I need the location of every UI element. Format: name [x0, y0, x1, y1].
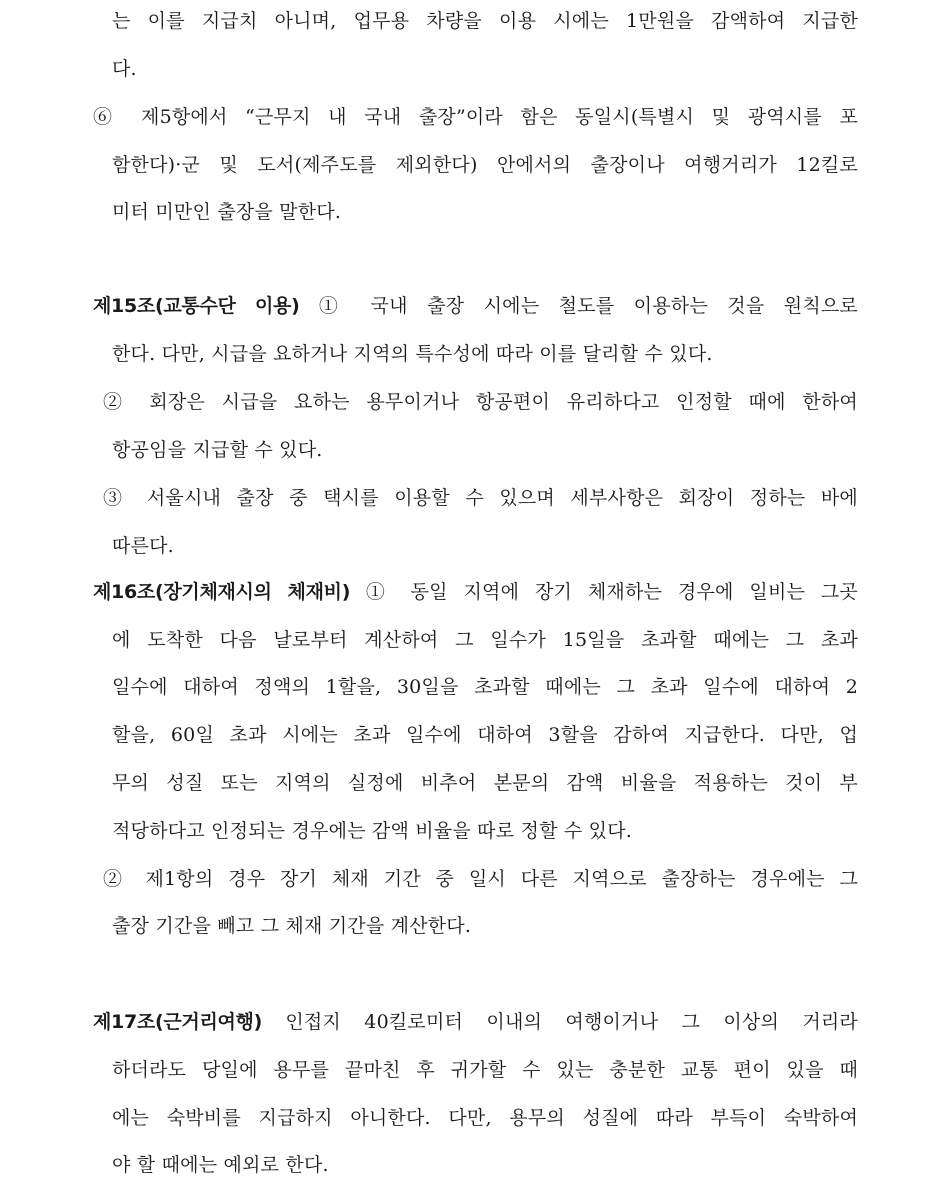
- article-15-heading: 제15조(교통수단 이용): [93, 295, 300, 317]
- paragraph-6-line: ⑥ 제5항에서 “근무지 내 국내 출장”이라 함은 동일시(특별시 및 광역시를 포: [93, 106, 858, 128]
- text-line: 미터 미만인 출장을 말한다.: [112, 201, 342, 223]
- text-line: 는 이를 지급치 아니며, 업무용 차량을 이용 시에는 1만원을 감액하여 지급한: [112, 10, 858, 32]
- text-line: 다.: [112, 58, 137, 80]
- article-17-first-line: [93, 1010, 858, 1034]
- text-line: 에는 숙박비를 지급하지 아니한다. 다만, 용무의 성질에 따라 부득이 숙박하여: [112, 1107, 858, 1129]
- article-17-heading: 제17조(근거리여행): [93, 1011, 262, 1033]
- article-16-heading: 제16조(장기체재시의 체재비): [93, 581, 351, 603]
- text-line: 할을, 60일 초과 시에는 초과 일수에 대하여 3할을 감하여 지급한다. 다만, 업: [112, 724, 858, 746]
- article-15-first-line: [93, 294, 858, 318]
- article-15-paragraph-3: ③ 서울시내 출장 중 택시를 이용할 수 있으며 세부사항은 회장이 정하는 바에: [103, 487, 858, 509]
- article-16-paragraph-2: ② 제1항의 경우 장기 체재 기간 중 일시 다른 지역으로 출장하는 경우에는 그: [103, 868, 858, 890]
- text-line: 에 도착한 다음 날로부터 계산하여 그 일수가 15일을 초과할 때에는 그 초과: [112, 629, 858, 651]
- article-16-first-line: [93, 580, 858, 604]
- text-line: 항공임을 지급할 수 있다.: [112, 439, 323, 461]
- article-16-text: ① 동일 지역에 장기 체재하는 경우에 일비는 그곳: [350, 581, 858, 603]
- text-line: 일수에 대하여 정액의 1할을, 30일을 초과할 때에는 그 초과 일수에 대하여 2: [112, 676, 858, 698]
- text-line: 적당하다고 인정되는 경우에는 감액 비율을 따로 정할 수 있다.: [112, 820, 633, 842]
- text-line: 따른다.: [112, 535, 174, 557]
- text-line: 야 할 때에는 예외로 한다.: [112, 1154, 329, 1176]
- text-line: 출장 기간을 빼고 그 체재 기간을 계산한다.: [112, 915, 472, 937]
- article-15-paragraph-2: ② 회장은 시급을 요하는 용무이거나 항공편이 유리하다고 인정할 때에 한하여: [103, 391, 858, 413]
- text-line: 함한다)·군 및 도서(제주도를 제외한다) 안에서의 출장이나 여행거리가 12킬로: [112, 154, 858, 176]
- article-15-text: ① 국내 출장 시에는 철도를 이용하는 것을 원칙으로: [299, 295, 858, 317]
- text-line: 한다. 다만, 시급을 요하거나 지역의 특수성에 따라 이를 달리할 수 있다.: [112, 343, 713, 365]
- text-line: 무의 성질 또는 지역의 실정에 비추어 본문의 감액 비율을 적용하는 것이 부: [112, 772, 858, 794]
- article-17-text: 인접지 40킬로미터 이내의 여행이거나 그 이상의 거리라: [262, 1011, 858, 1033]
- text-line: 하더라도 당일에 용무를 끝마친 후 귀가할 수 있는 충분한 교통 편이 있을 때: [112, 1059, 858, 1081]
